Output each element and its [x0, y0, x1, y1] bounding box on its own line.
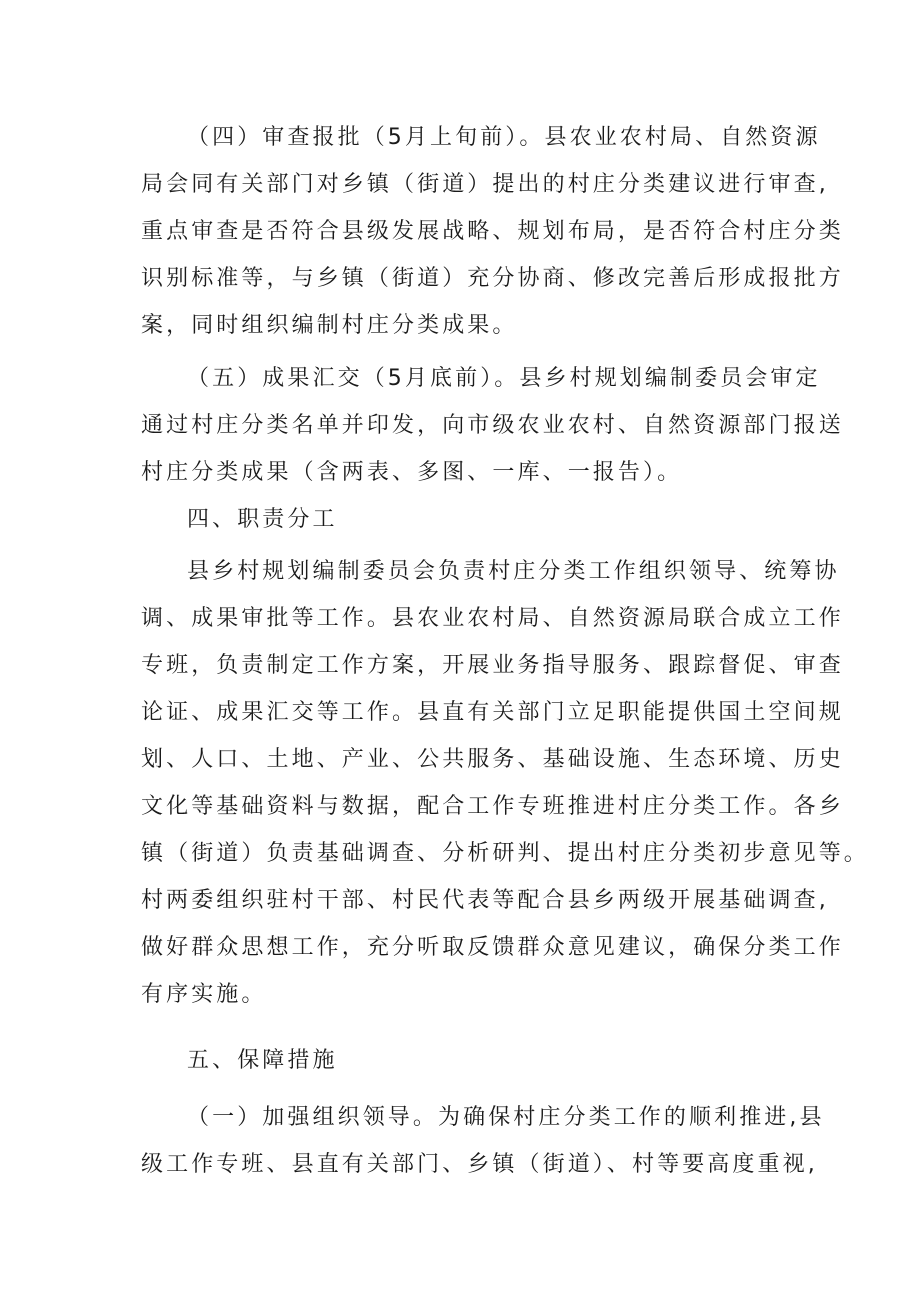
- paragraph-line: （五）成果汇交（5月底前）。县乡村规划编制委员会审定: [187, 366, 821, 391]
- paragraph-line: 有序实施。: [141, 982, 267, 1007]
- paragraph-line: 村两委组织驻村干部、村民代表等配合县乡两级开展基础调查,: [141, 888, 829, 913]
- paragraph-line: 村庄分类成果（含两表、多图、一库、一报告）。: [141, 460, 683, 485]
- paragraph-line: 识别标准等，与乡镇（街道）充分协商、修改完善后形成报批方: [141, 266, 844, 291]
- paragraph-line: 通过村庄分类名单并印发，向市级农业农村、自然资源部门报送: [141, 413, 844, 438]
- paragraph-line: 做好群众思想工作，充分听取反馈群众意见建议，确保分类工作: [141, 935, 844, 960]
- paragraph-line: 文化等基础资料与数据，配合工作专班推进村庄分类工作。各乡: [141, 794, 844, 819]
- paragraph-line: 县乡村规划编制委员会负责村庄分类工作组织领导、统筹协: [187, 559, 840, 584]
- paragraph-line: 论证、成果汇交等工作。县直有关部门立足职能提供国土空间规: [141, 700, 844, 725]
- paragraph-line: 案，同时组织编制村庄分类成果。: [141, 313, 518, 338]
- section-heading: 五、保障措施: [187, 1048, 338, 1073]
- paragraph-line: 级工作专班、县直有关部门、乡镇（街道）、村等要高度重视,: [141, 1152, 818, 1177]
- paragraph-line: 镇（街道）负责基础调查、分析研判、提出村庄分类初步意见等。: [141, 841, 869, 866]
- paragraph-line: （四）审查报批（5月上旬前）。县农业农村局、自然资源: [187, 125, 821, 150]
- paragraph-line: 重点审查是否符合县级发展战略、规划布局，是否符合村庄分类: [141, 219, 844, 244]
- paragraph-line: 专班，负责制定工作方案，开展业务指导服务、跟踪督促、审查: [141, 653, 844, 678]
- section-heading: 四、职责分工: [187, 507, 338, 532]
- paragraph-line: 局会同有关部门对乡镇（街道）提出的村庄分类建议进行审查,: [141, 172, 829, 197]
- paragraph-line: （一）加强组织领导。为确保村庄分类工作的顺利推进,县: [187, 1105, 825, 1130]
- paragraph-line: 划、人口、土地、产业、公共服务、基础设施、生态环境、历史: [141, 747, 844, 772]
- paragraph-line: 调、成果审批等工作。县农业农村局、自然资源局联合成立工作: [141, 606, 844, 631]
